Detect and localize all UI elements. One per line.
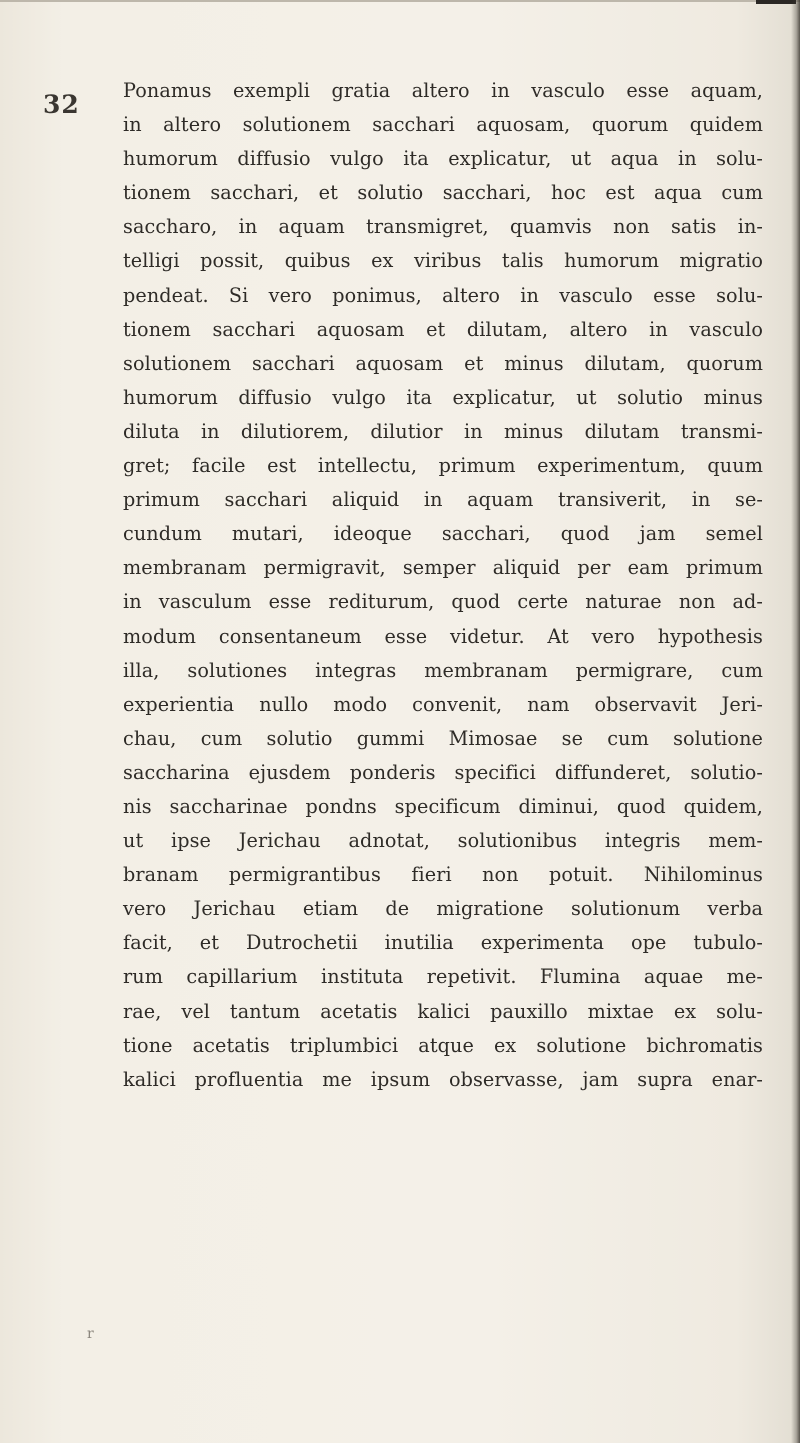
text-line: kalici profluentia me ipsum observasse, jam supra enar-	[123, 1067, 763, 1091]
text-line: chau, cum solutio gummi Mimosae se cum solutione	[123, 726, 763, 750]
text-line: branam permigrantibus fieri non potuit. Nihilominus	[123, 863, 763, 887]
text-line: ut ipse Jerichau adnotat, solutionibus integris mem-	[123, 829, 763, 853]
text-line: experientia nullo modo convenit, nam observavit Jeri-	[123, 692, 763, 716]
text-line: telligi possit, quibus ex viribus talis humorum migratio	[123, 249, 763, 273]
text-line: primum sacchari aliquid in aquam transiverit, in se-	[123, 488, 763, 512]
text-line: solutionem sacchari aquosam et minus dilutam, quorum	[123, 351, 763, 375]
text-line: gret; facile est intellectu, primum experimentum, quum	[123, 454, 763, 478]
text-line: in vasculum esse rediturum, quod certe naturae non ad-	[123, 590, 763, 614]
text-line: cundum mutari, ideoque sacchari, quod jam semel	[123, 522, 763, 546]
text-line: rae, vel tantum acetatis kalici pauxillo mixtae ex solu-	[123, 999, 763, 1023]
text-line: tione acetatis triplumbici atque ex solutione bichromatis	[123, 1033, 763, 1057]
text-line: in altero solutionem sacchari aquosam, quorum quidem	[123, 113, 763, 137]
text-line: Ponamus exempli gratia altero in vasculo esse aquam,	[123, 79, 763, 102]
text-line: saccharina ejusdem ponderis specifici diffunderet, solutio-	[123, 760, 763, 784]
stray-mark: r	[87, 1326, 94, 1342]
body-text	[123, 74, 763, 1097]
text-line: rum capillarium instituta repetivit. Flumina aquae me-	[123, 965, 763, 989]
text-line: diluta in dilutiorem, dilutior in minus dilutam transmi-	[123, 419, 763, 443]
text-line: humorum diffusio vulgo ita explicatur, ut aqua in solu-	[123, 147, 763, 171]
text-line: pendeat. Si vero ponimus, altero in vasculo esse solu-	[123, 283, 763, 307]
text-line: illa, solutiones integras membranam permigrare, cum	[123, 658, 763, 682]
text-line: saccharo, in aquam transmigret, quamvis non satis in-	[123, 215, 763, 239]
page-number: 32	[43, 90, 80, 119]
text-line: nis saccharinae pondns specificum diminui, quod quidem,	[123, 794, 763, 818]
text-line: membranam permigravit, semper aliquid per eam primum	[123, 556, 763, 580]
text-line: vero Jerichau etiam de migratione solutionum verba	[123, 897, 763, 921]
text-line: facit, et Dutrochetii inutilia experimenta ope tubulo-	[123, 931, 763, 955]
text-line: humorum diffusio vulgo ita explicatur, ut solutio minus	[123, 385, 763, 409]
top-edge-rule	[0, 0, 800, 2]
top-edge-mark	[756, 0, 796, 4]
text-line: tionem sacchari, et solutio sacchari, hoc est aqua cum	[123, 181, 763, 205]
page-edge-shadow	[791, 0, 800, 1443]
text-line: modum consentaneum esse videtur. At vero hypothesis	[123, 624, 763, 648]
text-line: tionem sacchari aquosam et dilutam, altero in vasculo	[123, 317, 763, 341]
